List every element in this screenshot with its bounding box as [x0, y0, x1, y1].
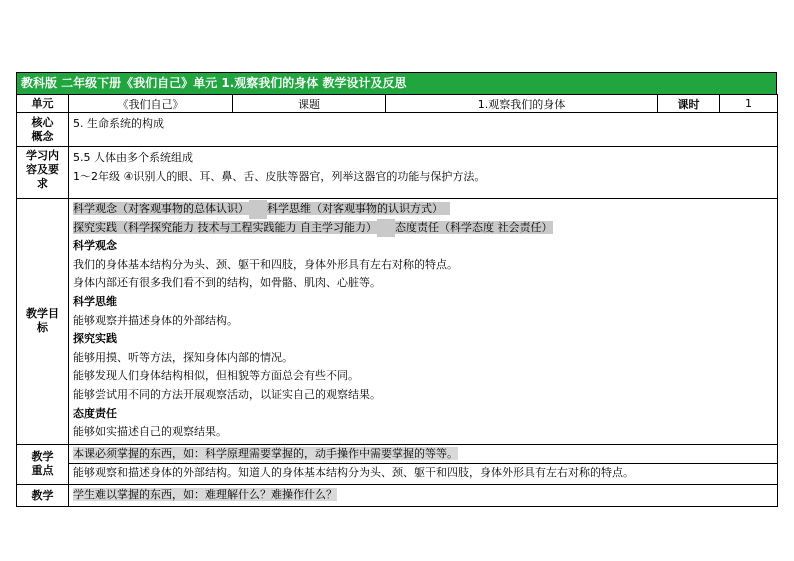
unit-row	[17, 95, 778, 113]
key-points-hint: 本课必须掌握的东西，如：科学原理需要掌握的，动手操作中需要掌握的等等。	[73, 446, 458, 460]
goal-heading-concept: 科学观念	[73, 239, 117, 253]
core-concept-label: 核心 概念	[17, 113, 69, 147]
goal-heading-thinking: 科学思维	[73, 294, 117, 308]
goals-highlight-practice: 探究实践（科学探究能力 技术与工程实践能力 自主学习能力）	[73, 220, 377, 234]
teaching-goals-label: 教学目 标	[17, 199, 69, 445]
difficulties-content	[69, 484, 778, 507]
core-concept-row	[17, 113, 778, 147]
goals-highlight-thinking: 科学思维（对客观事物的认识方式）	[267, 202, 443, 215]
difficulties-label: 教学	[17, 484, 69, 507]
goals-highlight-concept: 科学观念（对客观事物的总体认识）	[73, 202, 249, 215]
lesson-plan-table	[16, 94, 778, 507]
learning-requirements-label: 学习内 容及要 求	[17, 147, 69, 199]
learning-requirements-text: 5.5 人体由多个系统组成 1～2年级 ④识别人的眼、耳、鼻、舌、皮肤等器官，列举这器官的功能与保护方法。	[69, 147, 778, 199]
teaching-goals-row	[17, 199, 778, 445]
core-concept-text: 5. 生命系统的构成	[69, 113, 778, 147]
goal-heading-practice: 探究实践	[73, 332, 117, 346]
unit-value: 《我们自己》	[69, 95, 233, 113]
goals-highlight-attitude: 态度责任（科学态度 社会责任）	[395, 220, 553, 234]
key-points-row	[17, 444, 778, 484]
teaching-goals-content: 科学观念（对客观事物的总体认识） 科学思维（对客观事物的认识方式） 探究实践（科学探究能力 技术与工程实践能力 自主学习能力） 态度责任（科学态度 社会责任） 科学观念 我们的身体基本结构分为头、颈、躯干和四肢，身体外形具有左右对称的特点。 身体内部还有很多我们看不到的结构，如骨骼、肌肉、心脏等。 科学思维 能够观察并描述身体的外部结构。 探究实践 能够用摸、听等方法，探知身体内部的情况。 能够发现人们身体结构相似，但相貌等方面总会有些不同。 能够尝试用不同的方法开展观察活动，以证实自己的观察结果。 态度责任 能够如实描述自己的观察结果。	[69, 199, 778, 445]
key-points-label: 教学 重点	[17, 444, 69, 484]
difficulties-row	[17, 484, 778, 507]
hours-label: 课时	[658, 95, 720, 113]
topic-value: 1.观察我们的身体	[386, 95, 658, 113]
topic-label: 课题	[233, 95, 386, 113]
lesson-plan-sheet	[16, 72, 777, 507]
unit-label: 单元	[17, 95, 69, 113]
key-points-content	[69, 444, 778, 484]
hours-value: 1	[720, 95, 778, 113]
learning-requirements-row	[17, 147, 778, 199]
document-title: 教科版 二年级下册《我们自己》单元 1.观察我们的身体 教学设计及反思	[16, 72, 777, 94]
difficulties-hint: 学生难以掌握的东西，如：难理解什么？难操作什么？	[73, 487, 337, 501]
goal-heading-attitude: 态度责任	[73, 406, 117, 420]
key-points-text: 能够观察和描述身体的外部结构。知道人的身体基本结构分为头、颈、躯干和四肢，身体外形具有左右对称的特点。	[73, 466, 634, 480]
